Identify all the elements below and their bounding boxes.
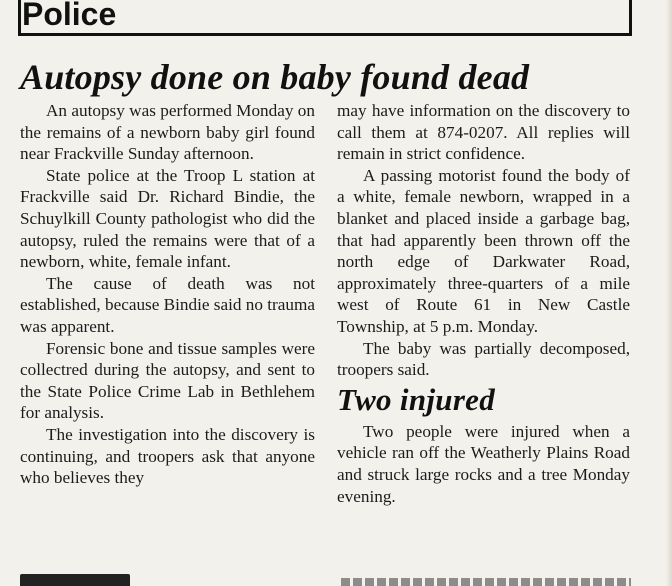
article-paragraph: The investigation into the discovery is continuing, and troopers ask that anyone who believes they	[20, 424, 315, 488]
article-paragraph: State police at the Troop L station at Frackville said Dr. Richard Bindie, the Schuylkill County pathologist who did the autopsy, ruled the remains were that of a newborn, white, female infant.	[20, 165, 315, 272]
article-left-column	[20, 100, 315, 489]
article-right-column	[337, 100, 630, 507]
article-paragraph: Two people were injured when a vehicle ran off the Weatherly Plains Road and struck large rocks and a tree Monday evening.	[337, 421, 630, 506]
page-edge-shadow	[666, 0, 672, 586]
cropped-heading-fragment	[20, 574, 130, 586]
section-label: Police	[22, 0, 117, 32]
article-paragraph: An autopsy was performed Monday on the remains of a newborn baby girl found near Frackville Sunday afternoon.	[20, 101, 315, 164]
cropped-text-line	[341, 578, 631, 586]
article-paragraph: The cause of death was not established, because Bindie said no trauma was apparent.	[20, 273, 315, 336]
article-paragraph: A passing motorist found the body of a white, female newborn, wrapped in a blanket and placed inside a garbage bag, that had apparently been thrown off the north edge of Darkwater Road, approximately three-quarters of a mile west of Route 61 in New Castle Township, at 5 p.m. Monday.	[337, 165, 630, 336]
article-subheadline: Two injured	[337, 381, 496, 417]
cropped-bottom-edge	[0, 574, 672, 586]
article-paragraph: Forensic bone and tissue samples were collectred during the autopsy, and sent to the State Police Crime Lab in Bethlehem for analysis.	[20, 338, 315, 423]
article-paragraph-continuation: may have information on the discovery to call them at 874-0207. All replies will remain in strict confidence.	[337, 101, 630, 164]
article-paragraph: The baby was partially decomposed, troopers said.	[337, 338, 630, 380]
article-headline: Autopsy done on baby found dead	[20, 57, 530, 97]
